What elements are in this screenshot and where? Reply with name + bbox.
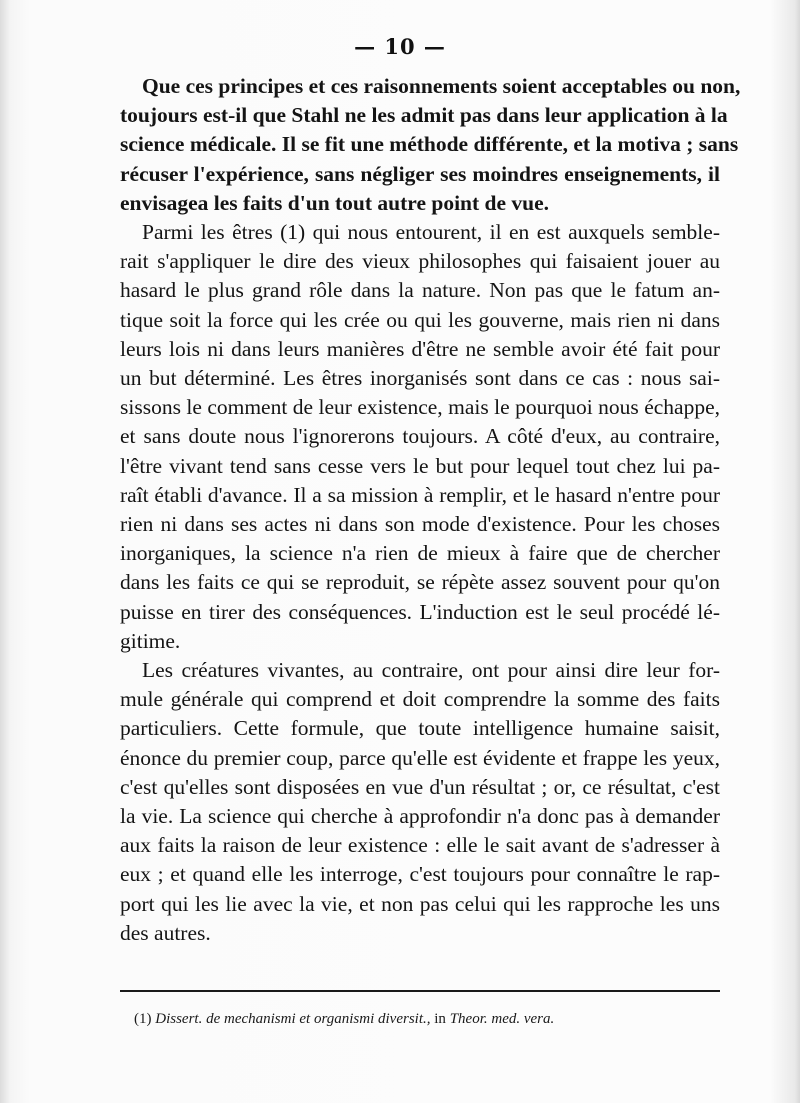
text-line: leurs lois ni dans leurs manières d'être ne semble avoir été fait pour xyxy=(120,336,720,361)
text-line: gitime. xyxy=(120,628,181,653)
footnote-divider xyxy=(120,990,720,992)
text-line: énonce du premier coup, parce qu'elle est évidente et frappe les yeux, xyxy=(120,745,720,770)
text-line: c'est qu'elles sont disposées en vue d'un résultat ; or, ce résultat, c'est xyxy=(120,774,720,799)
text-line: raît établi d'avance. Il a sa mission à remplir, et le hasard n'entre pour xyxy=(120,482,720,507)
text-line: tique soit la force qui les crée ou qui les gouverne, mais rien ni dans xyxy=(120,307,720,332)
text-line: particuliers. Cette formule, que toute intelligence humaine saisit, xyxy=(120,716,720,741)
text-line: toujours est-il que Stahl ne les admit pas dans leur application à la xyxy=(120,103,728,128)
text-line: inorganiques, la science n'a rien de mieux à faire que de chercher xyxy=(120,541,720,566)
text-line: eux ; et quand elle les interroge, c'est toujours pour connaître le rap- xyxy=(120,862,720,887)
text-line: dans les faits ce qui se reproduit, se répète assez souvent pour qu'on xyxy=(120,570,720,595)
text-line: la vie. La science qui cherche à approfondir n'a donc pas à demander xyxy=(120,804,720,829)
text-line: un but déterminé. Les êtres inorganisés sont dans ce cas : nous sai- xyxy=(120,366,720,391)
text-line: Que ces principes et ces raisonnements soient acceptables ou non, xyxy=(142,74,741,98)
text-line: récuser l'expérience, sans négliger ses moindres enseignements, il xyxy=(120,161,720,186)
footnote-in: in xyxy=(434,1011,446,1027)
text-line: des autres. xyxy=(120,920,211,945)
page-number: — 10 — xyxy=(354,34,446,59)
text-line: l'être vivant tend sans cesse vers le but pour lequel tout chez lui pa- xyxy=(120,453,720,478)
text-line: port qui les lie avec la vie, et non pas celui qui les rapproche les uns xyxy=(120,891,720,916)
text-line: science médicale. Il se fit une méthode différente, et la motiva ; sans xyxy=(120,132,739,157)
footnote-mark: (1) xyxy=(134,1011,152,1027)
body-text xyxy=(120,72,741,948)
text-line: puisse en tirer des conséquences. L'induction est le seul procédé lé- xyxy=(120,599,720,624)
text-line: hasard le plus grand rôle dans la nature. Non pas que le fatum an- xyxy=(120,278,720,303)
text-line: et sans doute nous l'ignorerons toujours. A côté d'eux, au contraire, xyxy=(120,424,720,449)
text-line: aux faits la raison de leur existence : elle le sait avant de s'adresser à xyxy=(120,833,720,858)
text-line: Parmi les êtres (1) qui nous entourent, il en est auxquels semble- xyxy=(142,220,720,245)
text-line: mule générale qui comprend et doit comprendre la somme des faits xyxy=(120,687,720,712)
footnote-title: Dissert. de mechanismi et organismi diversit., xyxy=(155,1011,431,1027)
footnote xyxy=(134,1011,734,1028)
footnote-source: Theor. med. vera. xyxy=(449,1011,555,1027)
text-line: rien ni dans ses actes ni dans son mode d'existence. Pour les choses xyxy=(120,512,720,537)
text-line: Les créatures vivantes, au contraire, ont pour ainsi dire leur for- xyxy=(142,658,720,683)
text-line: rait s'appliquer le dire des vieux philosophes qui faisaient jouer au xyxy=(120,249,720,274)
text-line: envisagea les faits d'un tout autre point de vue. xyxy=(120,190,550,215)
text-line: sissons le comment de leur existence, mais le pourquoi nous échappe, xyxy=(120,395,720,420)
